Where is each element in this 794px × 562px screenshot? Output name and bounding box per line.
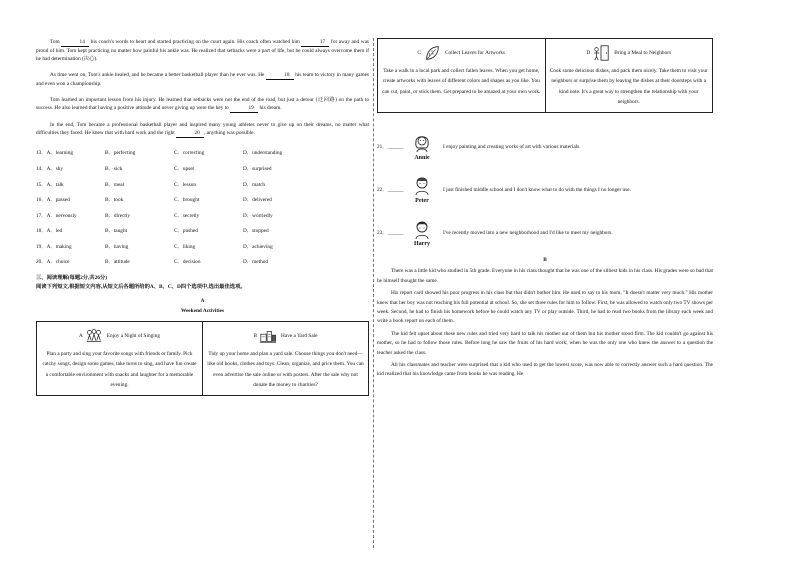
option-a: 13．A．learning [36, 150, 74, 157]
activity-header [550, 42, 709, 64]
option-a: 18．A．led [36, 228, 63, 235]
activity-title: Bring a Meal to Neighbors [614, 49, 672, 56]
blank-14: 14 [61, 38, 89, 47]
option-row-15 [36, 177, 369, 193]
option-a: 20．A．choice [36, 259, 70, 266]
activity-header [207, 325, 364, 347]
activity-header [382, 42, 541, 64]
option-b: B．perfecting [105, 150, 136, 157]
activity-box-a [37, 322, 202, 395]
activity-text: Take a walk in a local park and collect fallen leaves. When you get home, create artworks with leaves of different colors and shapes as you like. You can cut, paint, or stick them. Get prepared to be amazed at your own work. [382, 68, 541, 95]
person-name: Harry [414, 241, 430, 248]
neighbor-door-icon [592, 44, 610, 62]
option-row-16 [36, 193, 369, 209]
activity-letter: B [253, 332, 258, 339]
text: , anything was possible. [204, 130, 255, 137]
person-statement: I enjoy painting and creating works of art with various materials. [443, 143, 581, 150]
text: his coach's words to heart and started practicing on the court again. His coach often watched him [89, 39, 302, 45]
activity-title: Collect Leaves for Artworks [444, 49, 506, 56]
option-b: B．attitude [105, 259, 130, 266]
text: his dream. [258, 105, 282, 112]
option-row-13 [36, 146, 369, 162]
person-statement: I just finished middle school and I don't know what to do with the things I no longer use. [443, 186, 631, 193]
option-b: B．taught [105, 228, 128, 235]
option-b: B．sick [105, 165, 123, 172]
activity-text: Tidy up your home and plan a yard sale. Choose things you don't need—like old books, clothes and toys. Clean, organize, and price them. You can even advertise the sale online or with posters. After the sale why not donate the money to charities? [207, 351, 364, 388]
option-d: D．stopped [243, 228, 269, 235]
avatar [407, 218, 437, 249]
option-row-19 [36, 239, 369, 255]
right-column [377, 38, 713, 383]
activity-letter: A [78, 332, 83, 339]
leaf-icon [423, 44, 441, 62]
matching-question-22 [377, 174, 713, 205]
matching-question-23 [377, 218, 713, 249]
activity-text: Cook some delicious dishes, and pack them nicely. Take them to visit your neighbors or surprise them by leaving the dishes at their doorsteps with a kind note. It's a great way to strengthen the relationship with your neighbors. [549, 68, 708, 105]
passage-b [377, 267, 713, 380]
option-d: D．understanding [243, 150, 283, 157]
option-d: D．surprised [243, 165, 272, 172]
option-a: 15．A．talk [36, 181, 64, 188]
text: Tom learned an important lesson from his injury. He learned that setbacks were not the end of the road, but just a detour (迂回路) on the path to success. He also learned that having a positive attitude and never giving up were the key to [36, 97, 369, 112]
option-c: C．secretly [174, 212, 200, 219]
option-c: C．upset [174, 165, 195, 172]
text: As time went on, Tom's ankle healed, and he became a better basketball player than he ever was. He [50, 72, 266, 79]
cloze-paragraph-1 [36, 38, 369, 64]
activity-title: Enjoy a Night of Singing [106, 332, 161, 339]
column-divider [373, 38, 374, 548]
option-b: B．meal [105, 181, 125, 188]
cloze-paragraph-2 [36, 71, 369, 88]
activity-box-row-ab [36, 321, 369, 396]
passage-b-paragraph: All his classmates and teacher were surprised that a kid who used to get the lowest score, was now able to correctly answer such a hard question. The kid realized that his knowledge came from books he was reading. He [377, 362, 713, 378]
passage-b-paragraph: The kid felt upset about these new rules and tried very hard to talk his mother out of them but his mother stood firm. The kid couldn't go against his mother, so he had to follow those rules. Before long he saw the fruits of his hard work; when he was the only one who knew the answer to a question the teacher asked the class. [377, 330, 713, 356]
activity-letter: C [417, 49, 421, 56]
option-row-17 [36, 208, 369, 224]
question-number: 22．______ [377, 186, 404, 193]
text: his team to victory in many games and even won a championship. [36, 72, 369, 88]
avatar [407, 174, 437, 205]
activity-box-row-cd [377, 38, 713, 113]
option-b: B．having [105, 243, 129, 250]
cloze-paragraph-3 [36, 96, 369, 113]
boy-avatar-icon [411, 174, 433, 196]
option-row-14 [36, 161, 369, 177]
avatar [407, 131, 437, 162]
girl-avatar-icon [411, 131, 433, 153]
activity-box-c [378, 39, 545, 112]
blank-19: 19 [230, 104, 258, 113]
question-number: 21．______ [377, 143, 404, 150]
passage-b-label: B [543, 256, 547, 263]
passage-a-title: Weekend Activities [180, 308, 225, 315]
activity-box-b [202, 322, 368, 395]
passage-b-paragraph: There was a little kid who studied in 5th grade. Everyone in his class thought that he was one of the silliest kids in his class. His grades were so bad that he himself thought the same. [377, 268, 714, 284]
passage-b-paragraph: His report card showed his poor progress in his class but that didn't bother him. He used to say to his mom, "It doesn't matter very much." His mother knew that her boy was not reaching his full potential at school. So, she set three rules for him to follow. First, he was allowed to watch only two TV shows per week. Second, he had to finish his homework before he could watch any TV or play outside. Third, he had to read two books from the library each week and write a book report on each of them. [377, 290, 713, 325]
activity-text: Plan a party and sing your favorite songs with friends or family. Pick catchy songs, design some games, take turns to sing, and have fun create a comfortable environment with snacks and laughter for a memorable evening. [42, 351, 197, 388]
option-a: 19．A．making [36, 243, 72, 250]
person-statement: I've recently moved into a new neighborhood and I'd like to meet my neighbors. [443, 229, 613, 236]
person-name: Annie [414, 154, 430, 161]
activity-letter: D [586, 49, 591, 56]
instruction: 阅读下列短文,根据短文内容,从短文后各题所给的A、B、C、D四个选项中,选出最佳选项。 [36, 284, 246, 291]
blank-18: 18 [266, 71, 294, 80]
cloze-options [36, 146, 369, 271]
cloze-paragraph-4 [36, 121, 369, 138]
option-b: B．took [105, 197, 124, 204]
option-a: 16．A．passed [36, 197, 70, 204]
option-d: D．achieving [243, 243, 273, 250]
option-c: C．lesson [174, 181, 197, 188]
party-icon [85, 327, 103, 345]
blank-20: 20 [176, 129, 204, 138]
option-d: D．method [243, 259, 269, 266]
left-column [36, 38, 369, 396]
option-b: B．directly [105, 212, 131, 219]
question-number: 23．______ [377, 229, 404, 236]
matching-question-21 [377, 131, 713, 162]
text: In the end, Tom became a professional basketball player and inspired many young athletes never to give up on their dreams, no matter what difficulties they faced. He knew that with hard work and the right [36, 121, 369, 137]
option-c: C．pushed [174, 228, 198, 235]
text: for away and was proud of him. Tom kept practicing no matter how painful his ankle was. He realized that setbacks were a part of life, but he could always overcome them if he had determination (决心). [36, 39, 369, 63]
passage-a-label: A [200, 297, 205, 304]
text: Tom [50, 39, 62, 45]
option-c: C．decision [174, 259, 201, 266]
section-heading: 三、阅读理解(每题2分,共26分) [36, 274, 108, 281]
person-name: Peter [415, 198, 429, 205]
activity-title: Have a Yard Sale [281, 332, 318, 339]
option-d: D．worriedly [243, 212, 273, 219]
option-d: D．delivered [243, 197, 272, 204]
option-d: D．match [243, 181, 266, 188]
option-c: C．liking [174, 243, 196, 250]
activity-box-d [545, 39, 713, 112]
option-a: 14．A．shy [36, 165, 64, 172]
yard-sale-icon [259, 327, 277, 345]
option-c: C．correcting [174, 150, 205, 157]
activity-header [41, 325, 198, 347]
option-row-18 [36, 224, 369, 240]
option-c: C．brought [174, 197, 200, 204]
boy-avatar-icon [411, 218, 433, 240]
blank-17: 17 [301, 38, 329, 47]
option-a: 17．A．nervously [36, 212, 77, 219]
option-row-20 [36, 255, 369, 271]
